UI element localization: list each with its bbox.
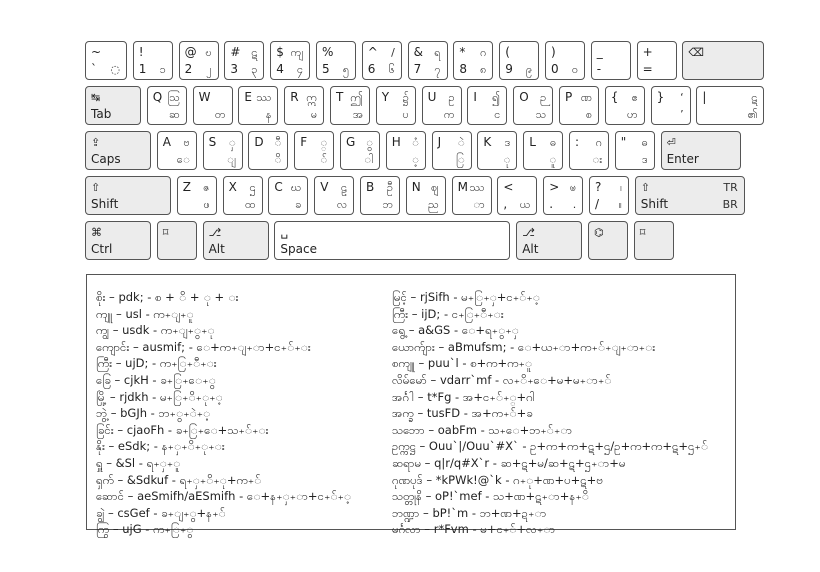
key-6[interactable] (362, 41, 402, 80)
key-legend-tl: ⌫ (688, 46, 704, 59)
key-legend-tl: < (503, 180, 514, 194)
key-legend-br: ။ (618, 198, 622, 211)
key-legend-tl: # (230, 45, 241, 59)
key-e[interactable] (238, 86, 278, 125)
key-legend-tl: ␣ (280, 225, 289, 239)
key-legend-tr: ံ (411, 136, 419, 149)
key-legend-br: အ (352, 108, 363, 121)
key-legend-tl: ^ (367, 45, 378, 59)
key-7[interactable] (408, 41, 448, 80)
key-legend-tl: X (228, 180, 237, 194)
legend-row: ရှူ – &Sl - ရ+ှ+ူ (96, 455, 181, 470)
key-s[interactable] (203, 131, 243, 170)
key-legend-tl: $ (276, 45, 284, 59)
legend-row: မြို့ – rjdkh - မ+ြ+ိ+ု+့ (96, 389, 223, 404)
key-d[interactable] (248, 131, 288, 170)
legend-row: အက္ခ – tusFD - အ+က+်+ခ (392, 406, 533, 421)
key-legend-tl: ↹ (91, 91, 101, 104)
key-legend-tr: ဌ (249, 181, 256, 194)
key-legend-bl: 7 (413, 62, 422, 76)
key-legend-br: ၈ (480, 63, 487, 76)
key-legend-br: န (265, 108, 272, 121)
key-legend-tr: ဤ (350, 91, 363, 104)
key-legend-bl: Alt (522, 242, 539, 256)
key-legend-bl: 0 (551, 62, 559, 76)
legend-row: ဘဏ္ဍာ – bP!`m - ဘ+ဏ+ဍ+ာ (392, 505, 547, 520)
key-legend-bl: 6 (367, 62, 376, 76)
key-r[interactable] (284, 86, 324, 125)
key-legend-tr: ‘ (680, 91, 684, 104)
key-legend-br: ၅ (342, 63, 349, 76)
legend-row: ဆောင် – aeSmifh/aESmifh - ေ+န+ှ+ာ+င+်+့ (96, 489, 352, 504)
key-legend-bl: 4 (276, 62, 284, 76)
key-legend-tr: ဈ (431, 181, 439, 194)
key-legend-tl: * (459, 45, 466, 59)
key-i[interactable] (467, 86, 507, 125)
key-legend-br: ဆ (169, 108, 180, 121)
legend-row: ချွဲ – csGef - ခ+ျ+ွ+န+် (96, 505, 226, 520)
key-a[interactable] (157, 131, 197, 170)
key-g[interactable] (340, 131, 380, 170)
key-legend-tl: T (336, 90, 344, 104)
legend-panel (86, 274, 736, 537)
key-legend-tr: ရ (434, 46, 441, 59)
key-r0k12[interactable] (637, 41, 677, 80)
key-legend-tr: ဒ (504, 136, 511, 149)
key-legend-br: ခ (295, 198, 302, 211)
key-alt[interactable] (203, 221, 269, 260)
key-legend-tl: ⌘ (91, 226, 102, 239)
key-legend-tr: ဓ (641, 136, 648, 149)
key-legend-tl: Z (182, 180, 192, 194)
key-legend-tr: ဓ (550, 136, 557, 149)
key-legend-bl: Caps (91, 152, 121, 166)
legend-row: စကျူ – puu`l - စ+က+က+ူ (392, 356, 532, 371)
key-h[interactable] (386, 131, 426, 170)
key-m[interactable] (452, 176, 492, 215)
key-3[interactable] (224, 41, 264, 80)
key-legend-tr: ဗ (183, 136, 190, 149)
key-r4k1[interactable] (157, 221, 197, 260)
key-legend-br: ြ (455, 153, 465, 166)
key-legend-tl: ⇪ (91, 136, 101, 149)
key-8[interactable] (453, 41, 493, 80)
key-legend-tr: ဧ (631, 91, 638, 104)
key-legend-tl: ⎇ (522, 226, 535, 239)
legend-row: ဥက္ကဋ္ဌ – Ouu`|/Ouu`#X` - ဥ+က+က+ဋ+ဌ/ဥ+က+က+ဋ+ဌ+် (392, 439, 708, 454)
key-legend-br: ၉ (526, 63, 533, 76)
key-legend-br: ဒ (642, 153, 648, 166)
key-legend-tr: ဲ (457, 136, 465, 149)
key-legend-tr: ဂ (595, 136, 602, 149)
key-1[interactable] (133, 41, 173, 80)
key-legend-br: ၆ (388, 63, 395, 76)
key-o[interactable] (513, 86, 553, 125)
key-legend-tl: @ (184, 45, 197, 59)
key-legend-tl: A (162, 135, 172, 149)
key-legend-tl: ~ (91, 45, 102, 59)
key-legend-br: ၏ (747, 108, 758, 121)
key-legend-tl: " (620, 135, 627, 149)
legend-row: ကျောင်း – ausmif; - ေ+က+ျ+ာ+င+်+း (96, 339, 311, 354)
key-legend-tl: U (427, 90, 437, 104)
legend-row: မင်္ဂလာ – r*Fvm - မ+င+်+လ+ာ (392, 522, 556, 537)
legend-row: ကြွ – ujG - က+ြ+ွ (96, 522, 194, 537)
key-y[interactable] (376, 86, 416, 125)
key-legend-br: ၂ (206, 63, 212, 76)
key-shift[interactable] (85, 176, 171, 215)
key-legend-br: ဘ (382, 198, 393, 211)
key-f[interactable] (294, 131, 334, 170)
key-legend-br: တ (214, 108, 226, 121)
key-l[interactable] (523, 131, 563, 170)
key-legend-tr: ၑ (569, 181, 577, 194)
key-legend-tr: ဃ (290, 181, 302, 194)
key-legend-bl: = (642, 62, 653, 76)
key-legend-tl: H (391, 135, 401, 149)
key-legend-bl: Enter (666, 152, 699, 166)
legend-row: ယောက်ျား – aBmufsm; - ေ+ယ+ာ+က+်+ျ+ာ+း (392, 339, 656, 354)
key-legend-tr: ဏ (580, 91, 592, 104)
key-legend-tl: N (411, 180, 421, 194)
key-legend-tl: Q (152, 90, 163, 104)
key-r3k9[interactable] (543, 176, 583, 215)
legend-column-right (392, 289, 708, 538)
key-shift[interactable] (635, 176, 745, 215)
key-legend-tl: ⇧ (640, 181, 651, 194)
key-legend-br: ဖ (203, 198, 210, 211)
key-legend-tl: ⌬ (594, 226, 604, 239)
key-legend-tl: ( (505, 45, 510, 59)
key-legend-tl: I (473, 90, 477, 104)
key-legend-bl: Alt (208, 242, 225, 256)
key-legend-br: ျ (227, 153, 236, 166)
key-legend-tl: ⏎ (666, 136, 676, 149)
key-legend-tl: E (244, 90, 252, 104)
legend-row: ခြေ – cjkH - ခ+ြ+ေ+ွ (96, 372, 216, 387)
key-legend-br: . (572, 198, 577, 211)
key-c[interactable] (268, 176, 308, 215)
key-legend-tl: V (320, 180, 329, 194)
key-legend-br: င (494, 108, 501, 121)
key-w[interactable] (193, 86, 233, 125)
key-legend-bl: Tab (91, 107, 112, 121)
key-legend-tr: TR (723, 181, 738, 194)
key-legend-br: ု (503, 153, 511, 166)
key-r3k10[interactable] (589, 176, 629, 215)
key-legend-tr: ဣ (306, 91, 318, 104)
legend-row: ကျူ – usl - က+ျ+ူ (96, 306, 194, 321)
key-r4k5[interactable] (588, 221, 628, 260)
key-legend-br: ထ (244, 198, 256, 211)
legend-row: ဘွဲ့ – bGJh - ဘ+ွ+ဲ+့ (96, 406, 211, 421)
key-legend-tl: } (656, 90, 665, 104)
key-legend-tl: > (549, 180, 560, 194)
key-legend-br: ၄ (297, 63, 304, 76)
key-legend-tl: F (300, 135, 308, 149)
key-r1k13[interactable] (696, 86, 764, 125)
key-legend-bl: Space (280, 242, 317, 256)
key-legend-br: မ (310, 108, 318, 121)
key-legend-tr: ဿ (469, 181, 485, 194)
key-legend-tr: ဥ (448, 91, 455, 104)
key-legend-bl: / (595, 197, 600, 211)
key-legend-bl: . (549, 197, 554, 211)
key-legend-tr: ွ (366, 136, 373, 149)
key-legend-tl: ! (138, 45, 144, 59)
key-n[interactable] (406, 176, 446, 215)
key-z[interactable] (177, 176, 217, 215)
key-legend-tl: L (529, 135, 536, 149)
key-legend-bl: 9 (505, 62, 513, 76)
key-0[interactable] (545, 41, 585, 80)
key-legend-tr: ကျ (290, 46, 304, 59)
key-legend-bl: Shift (640, 197, 669, 211)
legend-row: ကြီး – ujD; - က+ြ+ီ+း (96, 356, 217, 371)
legend-row: သဘော – oabFm - သ+ေ+ဘ+်+ာ (392, 422, 573, 437)
key-legend-tl: G (346, 135, 356, 149)
key-legend-br: ၁ (159, 63, 166, 76)
key-space[interactable] (274, 221, 510, 260)
key-legend-tl: % (322, 45, 334, 59)
key-k[interactable] (477, 131, 517, 170)
key-legend-br: ယ (519, 198, 531, 211)
key-r4k6[interactable] (634, 221, 674, 260)
key-legend-bl: 8 (459, 62, 468, 76)
key-2[interactable] (179, 41, 219, 80)
legend-row: ကြီး – ijD; - င+ြ+ီ+း (392, 306, 504, 321)
legend-row: သတ္တုနိ – oP!`mef - သ+ဏ+ဋ+ာ+န+ိ (392, 489, 589, 504)
key-legend-tr: ီ (274, 136, 282, 149)
key-legend-tl: R (290, 90, 299, 104)
legend-column-left (96, 289, 351, 538)
key-legend-br: ◌ (110, 63, 120, 76)
key-r0k13[interactable] (682, 41, 764, 80)
key-q[interactable] (147, 86, 187, 125)
key-legend-tr: ဉ (540, 91, 547, 104)
key-legend-tr: ္ (320, 136, 328, 149)
key-legend-bl: 3 (230, 62, 239, 76)
key-legend-tr: ဎ (205, 46, 212, 59)
legend-row: လိမ်မော် – vdarr`mf - လ+ိ+ေ+မ+မ+ာ+် (392, 372, 612, 387)
key-legend-tl: + (642, 45, 653, 59)
key-legend-br: ၃ (251, 63, 258, 76)
key-ctrl[interactable] (85, 221, 151, 260)
key-legend-br: ိ (274, 153, 282, 166)
key-legend-tl: Y (381, 90, 390, 104)
key-caps[interactable] (85, 131, 151, 170)
key-legend-tl: K (483, 135, 492, 149)
key-legend-bl: 2 (184, 62, 193, 76)
key-legend-tl: W (198, 90, 211, 104)
key-x[interactable] (223, 176, 263, 215)
key-legend-tr: ဇ (203, 181, 210, 194)
key-legend-br: ’ (680, 108, 684, 121)
key-legend-br: ၇ (434, 63, 441, 76)
key-v[interactable] (314, 176, 354, 215)
key-legend-tl: J (437, 135, 442, 149)
key-legend-bl: 1 (138, 62, 147, 76)
key-legend-tl: : (575, 135, 580, 149)
key-alt[interactable] (516, 221, 582, 260)
legend-row: အင်္ဂါ – t*Fg - အ+င+်+္+ဂါ (392, 389, 535, 404)
key-legend-tr: / (391, 46, 395, 59)
legend-row: ဂုဏပုဒ် – *kPWk!@`k - ဂ+ု+ဏ+ပ+ဋ+ဗ (392, 472, 603, 487)
key-legend-tr: ဠ (340, 181, 348, 194)
keyboard-layout (0, 0, 820, 270)
key-legend-tl: { (610, 90, 619, 104)
key-legend-tl: M (457, 180, 468, 194)
key-legend-br: ည (428, 198, 439, 211)
legend-row: မြင့် – rjSifh - မ+ြ+ှ+င+်+့ (392, 290, 540, 304)
legend-row: ကျွ – usdk - က+ျ+ွ+ု (96, 323, 215, 338)
key-legend-tl: D (254, 135, 264, 149)
key-legend-bl: ` (91, 62, 97, 76)
key-legend-br: သ (535, 108, 547, 121)
key-r2k10[interactable] (569, 131, 609, 170)
key-r2k11[interactable] (615, 131, 655, 170)
legend-row: စိုး – pdk; - စ + ိ + ု + း (96, 290, 239, 304)
key-r1k11[interactable] (605, 86, 645, 125)
key-legend-tr: ဂ (480, 46, 487, 59)
key-legend-tr: ဋ (251, 46, 258, 59)
key-legend-tr: ဩ (167, 91, 180, 104)
key-4[interactable] (270, 41, 310, 80)
key-legend-tl: O (519, 90, 529, 104)
key-r3k8[interactable] (497, 176, 537, 215)
key-legend-bl: Shift (91, 197, 119, 211)
key-legend-tr: ၊ (620, 181, 622, 194)
key-9[interactable] (499, 41, 539, 80)
key-legend-tl: ? (595, 180, 602, 194)
key-legend-tl: & (413, 45, 423, 59)
legend-row: ခြင်း – cjaoFh - ခ+ြ+ေ+သ+်+း (96, 422, 269, 437)
key-r0k11[interactable] (591, 41, 631, 80)
key-p[interactable] (559, 86, 599, 125)
key-legend-tl: S (208, 135, 217, 149)
key-legend-br: ဟ (627, 108, 638, 121)
key-legend-tr: ဿ (256, 91, 272, 104)
key-legend-bl: 5 (322, 62, 330, 76)
key-legend-tl: C (274, 180, 283, 194)
key-b[interactable] (360, 176, 400, 215)
key-u[interactable] (422, 86, 462, 125)
key-legend-tr: ဋ (751, 91, 758, 104)
key-tab[interactable] (85, 86, 141, 125)
key-legend-bl: Ctrl (91, 242, 113, 256)
key-legend-br: ေ (176, 153, 190, 166)
key-legend-tl: ⌑ (639, 226, 646, 239)
key-legend-tl: ⇧ (91, 181, 101, 194)
key-legend-br: ါ (364, 153, 373, 166)
key-legend-br: ူ (549, 153, 557, 166)
key-legend-bl: , (503, 197, 508, 211)
key-legend-tl: ⌑ (162, 226, 169, 239)
legend-row: နိုး – eSdk; - န+ှ+ိ+ု+း (96, 439, 225, 454)
key-legend-tr: ၌ (402, 91, 409, 104)
key-r1k12[interactable] (651, 86, 691, 125)
key-legend-tl: P (565, 90, 573, 104)
key-legend-br: ာ (473, 198, 485, 211)
key-r0k0[interactable] (85, 41, 127, 80)
key-legend-br: ့ (411, 153, 419, 166)
key-legend-bl: - (596, 62, 602, 76)
key-legend-tl: _ (596, 45, 603, 59)
key-5[interactable] (316, 41, 356, 80)
key-t[interactable] (330, 86, 370, 125)
legend-row: ဆရာမ – q|r/q#X`r - ဆ+ဋ+မ/ဆ+ဋ+ဌ+ာ+မ (392, 455, 626, 470)
key-legend-tr: ှ (228, 136, 236, 149)
key-legend-br: BR (722, 198, 738, 211)
key-legend-br: ် (320, 153, 328, 166)
key-legend-tr: ၍ (492, 91, 501, 104)
key-legend-tl: ⎇ (208, 226, 222, 239)
key-legend-br: း (592, 153, 602, 166)
key-legend-tl: B (366, 180, 375, 194)
key-legend-tr: ဦ (386, 181, 393, 194)
key-legend-br: ၀ (571, 63, 578, 76)
key-legend-tl: | (702, 90, 707, 104)
key-legend-br: လ (336, 198, 348, 211)
legend-row: ရွေ့ – a&GS - ေ+ရ+ွ+ှ (392, 323, 519, 338)
key-enter[interactable] (661, 131, 741, 170)
key-legend-tl: ) (551, 45, 556, 59)
key-legend-br: ပ (402, 108, 409, 121)
key-legend-br: က (443, 108, 455, 121)
legend-row: ရှက် – &Sdkuf - ရ+ှ+ိ+ု+က+် (96, 472, 262, 487)
key-legend-br: စ (585, 108, 592, 121)
key-j[interactable] (432, 131, 472, 170)
